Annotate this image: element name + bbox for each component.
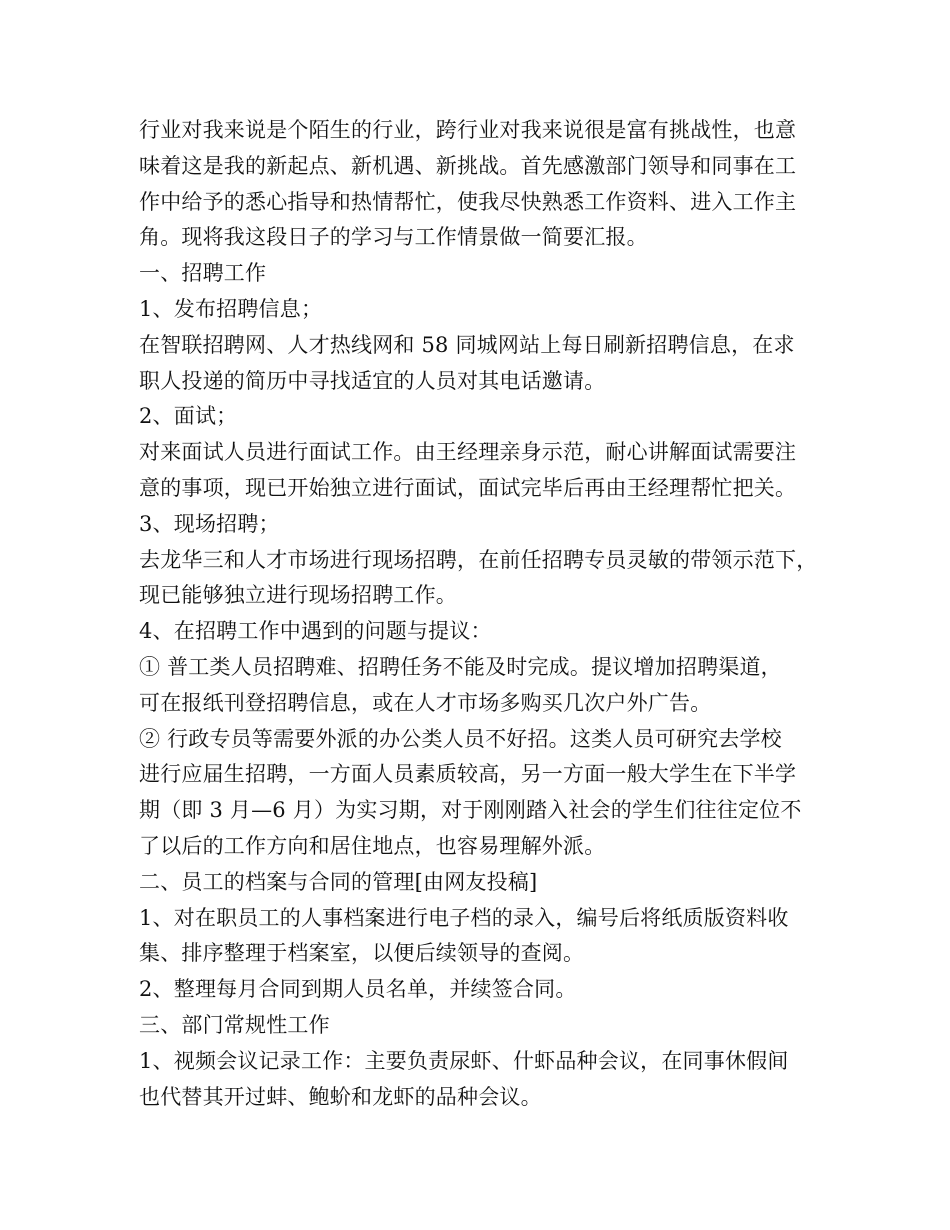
text-line: 期（即 3 月—6 月）为实习期，对于刚刚踏入社会的学生们往往定位不 [139,798,802,823]
section-heading: 二、员工的档案与合同的管理[由网友投稿] [139,869,538,894]
text-line: 了以后的工作方向和居住地点，也容易理解外派。 [139,833,606,858]
text-line: 现已能够独立进行现场招聘工作。 [139,583,457,608]
text-line: 对来面试人员进行面试工作。由王经理亲身示范，耐心讲解面试需要注 [139,440,797,465]
text-line: 意的事项，现已开始独立进行面试，面试完毕后再由王经理帮忙把关。 [139,475,797,500]
text-line: 进行应届生招聘，一方面人员素质较高，另一方面一般大学生在下半学 [139,762,797,787]
section-heading: 三、部门常规性工作 [139,1012,330,1037]
subsection-heading: 4、在招聘工作中遇到的问题与提议： [139,619,492,644]
text-line: 集、排序整理于档案室，以便后续领导的查阅。 [139,941,585,966]
subsection-heading: 2、面试； [139,404,238,429]
list-item-line: ② 行政专员等需要外派的办公类人员不好招。这类人员可研究去学校 [139,726,782,751]
text-line: 职人投递的简历中寻找适宜的人员对其电话邀请。 [139,368,606,393]
text-line: 也代替其开过蚌、鲍蚧和龙虾的品种会议。 [139,1084,542,1109]
text-line: 去龙华三和人才市场进行现场招聘，在前任招聘专员灵敏的带领示范下， [139,547,818,572]
text-line: 1、对在职员工的人事档案进行电子档的录入，编号后将纸质版资料收 [139,905,789,930]
document-body [139,113,829,1115]
list-item-line: ① 普工类人员招聘难、招聘任务不能及时完成。提议增加招聘渠道， [139,654,782,679]
subsection-heading: 1、发布招聘信息； [139,296,323,321]
text-line: 2、整理每月合同到期人员名单，并续签合同。 [139,977,577,1002]
text-line: 可在报纸刊登招聘信息，或在人才市场多购买几次户外广告。 [139,690,712,715]
text-line: 作中给予的悉心指导和热情帮忙，使我尽快熟悉工作资料、进入工作主 [139,189,797,214]
text-line: 角。现将我这段日子的学习与工作情景做一简要汇报。 [139,225,648,250]
section-heading: 一、招聘工作 [139,261,267,286]
text-line: 在智联招聘网、人才热线网和 58 同城网站上每日刷新招聘信息，在求 [139,332,795,357]
text-line: 1、视频会议记录工作：主要负责尿虾、什虾品种会议，在同事休假间 [139,1048,789,1073]
text-line: 味着这是我的新起点、新机遇、新挑战。首先感激部门领导和同事在工 [139,153,797,178]
text-line: 行业对我来说是个陌生的行业，跨行业对我来说很是富有挑战性，也意 [139,118,797,142]
subsection-heading: 3、现场招聘； [139,511,280,536]
